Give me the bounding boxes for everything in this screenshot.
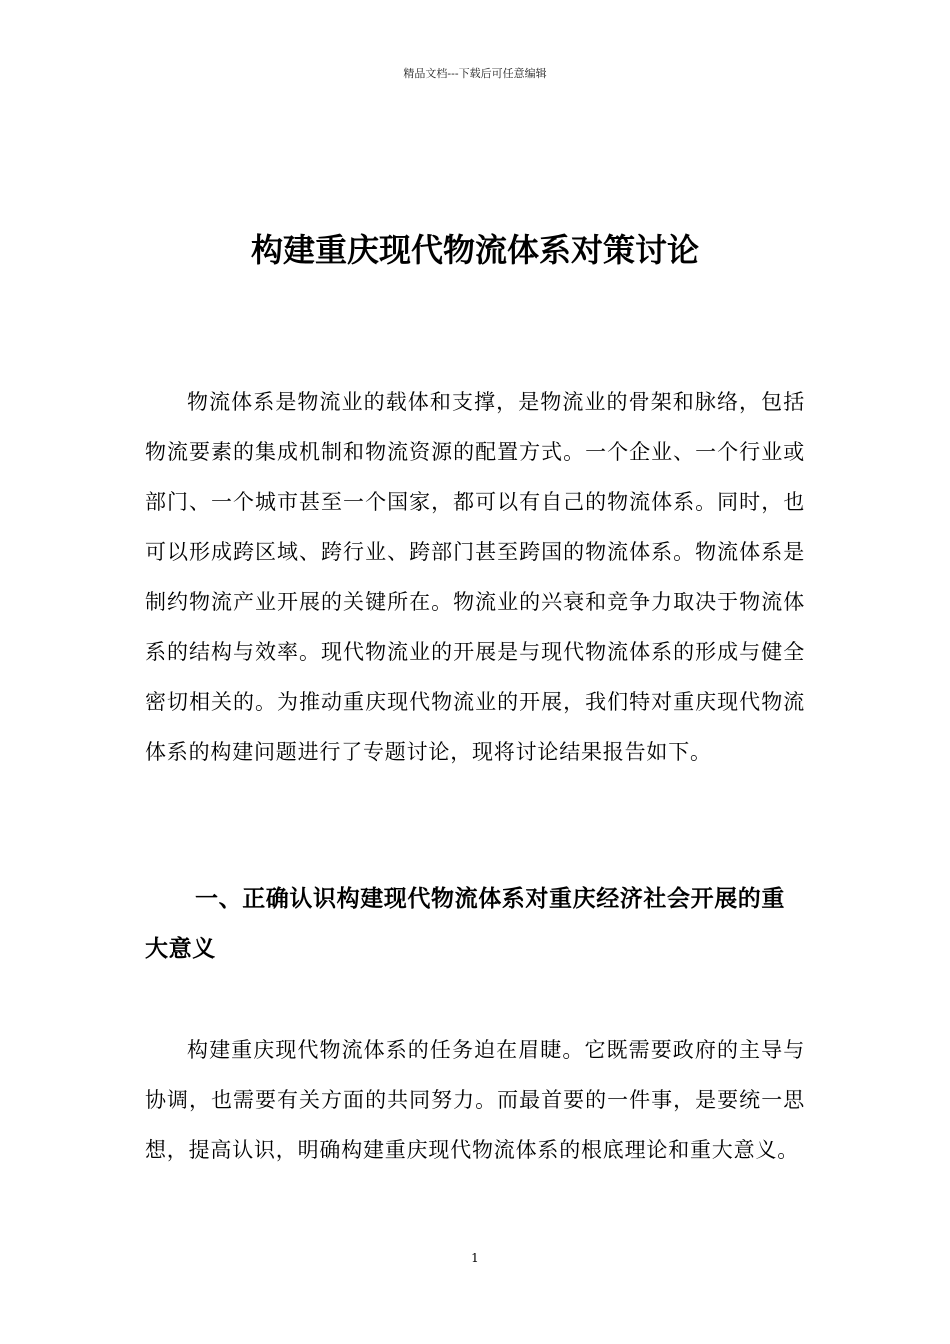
section-heading: 一、正确认识构建现代物流体系对重庆经济社会开展的重大意义 — [145, 885, 785, 962]
page-number: 1 — [471, 1251, 479, 1265]
intro-paragraph: 物流体系是物流业的载体和支撑，是物流业的骨架和脉络，包括物流要素的集成机制和物流资源的配置方式。一个企业、一个行业或部门、一个城市甚至一个国家，都可以有自己的物流体系。同时，也可以形成跨区域、跨行业、跨部门甚至跨国的物流体系。物流体系是制约物流产业开展的关键所在。物流业的兴衰和竞争力取决于物流体系的结构与效率。现代物流业的开展是与现代物流体系的形成与健全密切相关的。为推动重庆现代物流业的开展，我们特对重庆现代物流体系的构建问题进行了专题讨论，现将讨论结果报告如下。 — [145, 390, 805, 764]
header-note: 精品文档---下载后可任意编辑 — [403, 67, 547, 80]
document-title: 构建重庆现代物流体系对策讨论 — [250, 231, 699, 269]
section-paragraph: 构建重庆现代物流体系的任务迫在眉睫。它既需要政府的主导与协调，也需要有关方面的共同努力。而最首要的一件事，是要统一思想，提高认识，明确构建重庆现代物流体系的根底理论和重大意义。 — [145, 1038, 805, 1162]
